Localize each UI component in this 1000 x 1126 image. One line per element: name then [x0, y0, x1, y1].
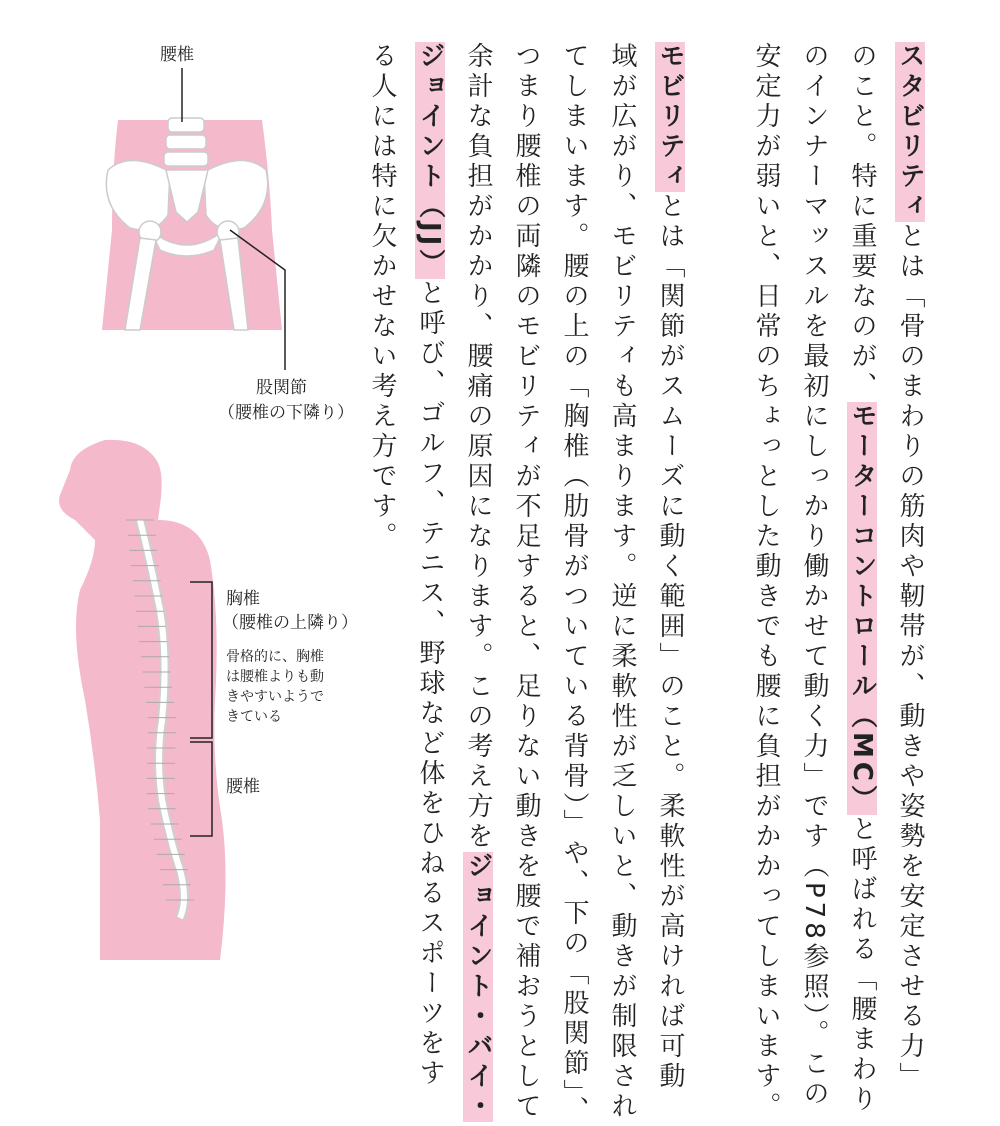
article-column-8: [511, 42, 541, 1122]
article-column-1: [895, 42, 925, 1092]
highlighted-term: モーターコントロール（MC）: [847, 402, 877, 815]
body-text: る人には特に欠かせない考え方です。: [367, 42, 397, 552]
body-text: 安定力が弱いと、日常のちょっとした動きでも腰に負担がかかってしまいます。: [751, 42, 781, 1122]
body-text: つまり腰椎の両隣のモビリティが不足すると、足りない動きを腰で補おうとして: [511, 42, 541, 1122]
article-column-3: [799, 42, 829, 1110]
highlighted-term: ジョイント・バイ・: [463, 852, 493, 1122]
article-column-5: [655, 42, 685, 1092]
body-text: のこと。特に重要なのが、: [847, 42, 877, 402]
pelvis-lumbar-label: 腰椎: [160, 45, 194, 65]
hip-joint-note: （腰椎の下隣り）: [218, 403, 354, 423]
thoracic-note: （腰椎の上隣り）: [222, 613, 358, 633]
body-text: と呼ばれる「腰まわり: [847, 814, 877, 1115]
thoracic-desc-4: きている: [226, 709, 282, 725]
article-column-11: [367, 42, 397, 552]
thoracic-desc-3: きやすいようで: [226, 689, 324, 705]
body-text: とは「関節がスムーズに動く範囲」のこと。柔軟性が高ければ可動: [655, 192, 685, 1092]
thoracic-desc-1: 骨格的に、胸椎: [226, 649, 324, 665]
lumbar-label: 腰椎: [226, 777, 260, 797]
body-text: のインナーマッスルを最初にしっかり働かせて動く力」です（P78参照）。この: [799, 42, 829, 1110]
body-silhouette: [59, 440, 226, 960]
hip-joint-label: 股関節: [256, 378, 307, 398]
body-text: てしまいます。腰の上の「胸椎（肋骨がついている背骨）」や、下の「股関節」、: [559, 42, 589, 1126]
thoracic-desc-2: は腰椎よりも動: [226, 669, 324, 685]
highlighted-term: ジョイント（JJ）: [415, 42, 445, 280]
body-text: 余計な負担がかかり、腰痛の原因になります。この考え方を: [463, 42, 493, 852]
article-column-9: [463, 42, 493, 1122]
article-column-6: [607, 42, 637, 1122]
article-column-4: [751, 42, 781, 1122]
body-text: と呼び、ゴルフ、テニス、野球など体をひねるスポーツをす: [415, 279, 445, 1090]
article-column-10: [415, 42, 445, 1089]
highlighted-term: モビリティ: [655, 42, 685, 192]
body-text: とは「骨のまわりの筋肉や靭帯が、動きや姿勢を安定させる力」: [895, 222, 925, 1092]
article-column-7: [559, 42, 589, 1126]
article-column-2: [847, 42, 877, 1115]
thoracic-label: 胸椎: [226, 589, 260, 609]
body-text: 域が広がり、モビリティも高まります。逆に柔軟性が乏しいと、動きが制限され: [607, 42, 637, 1122]
highlighted-term: スタビリティ: [895, 42, 925, 222]
